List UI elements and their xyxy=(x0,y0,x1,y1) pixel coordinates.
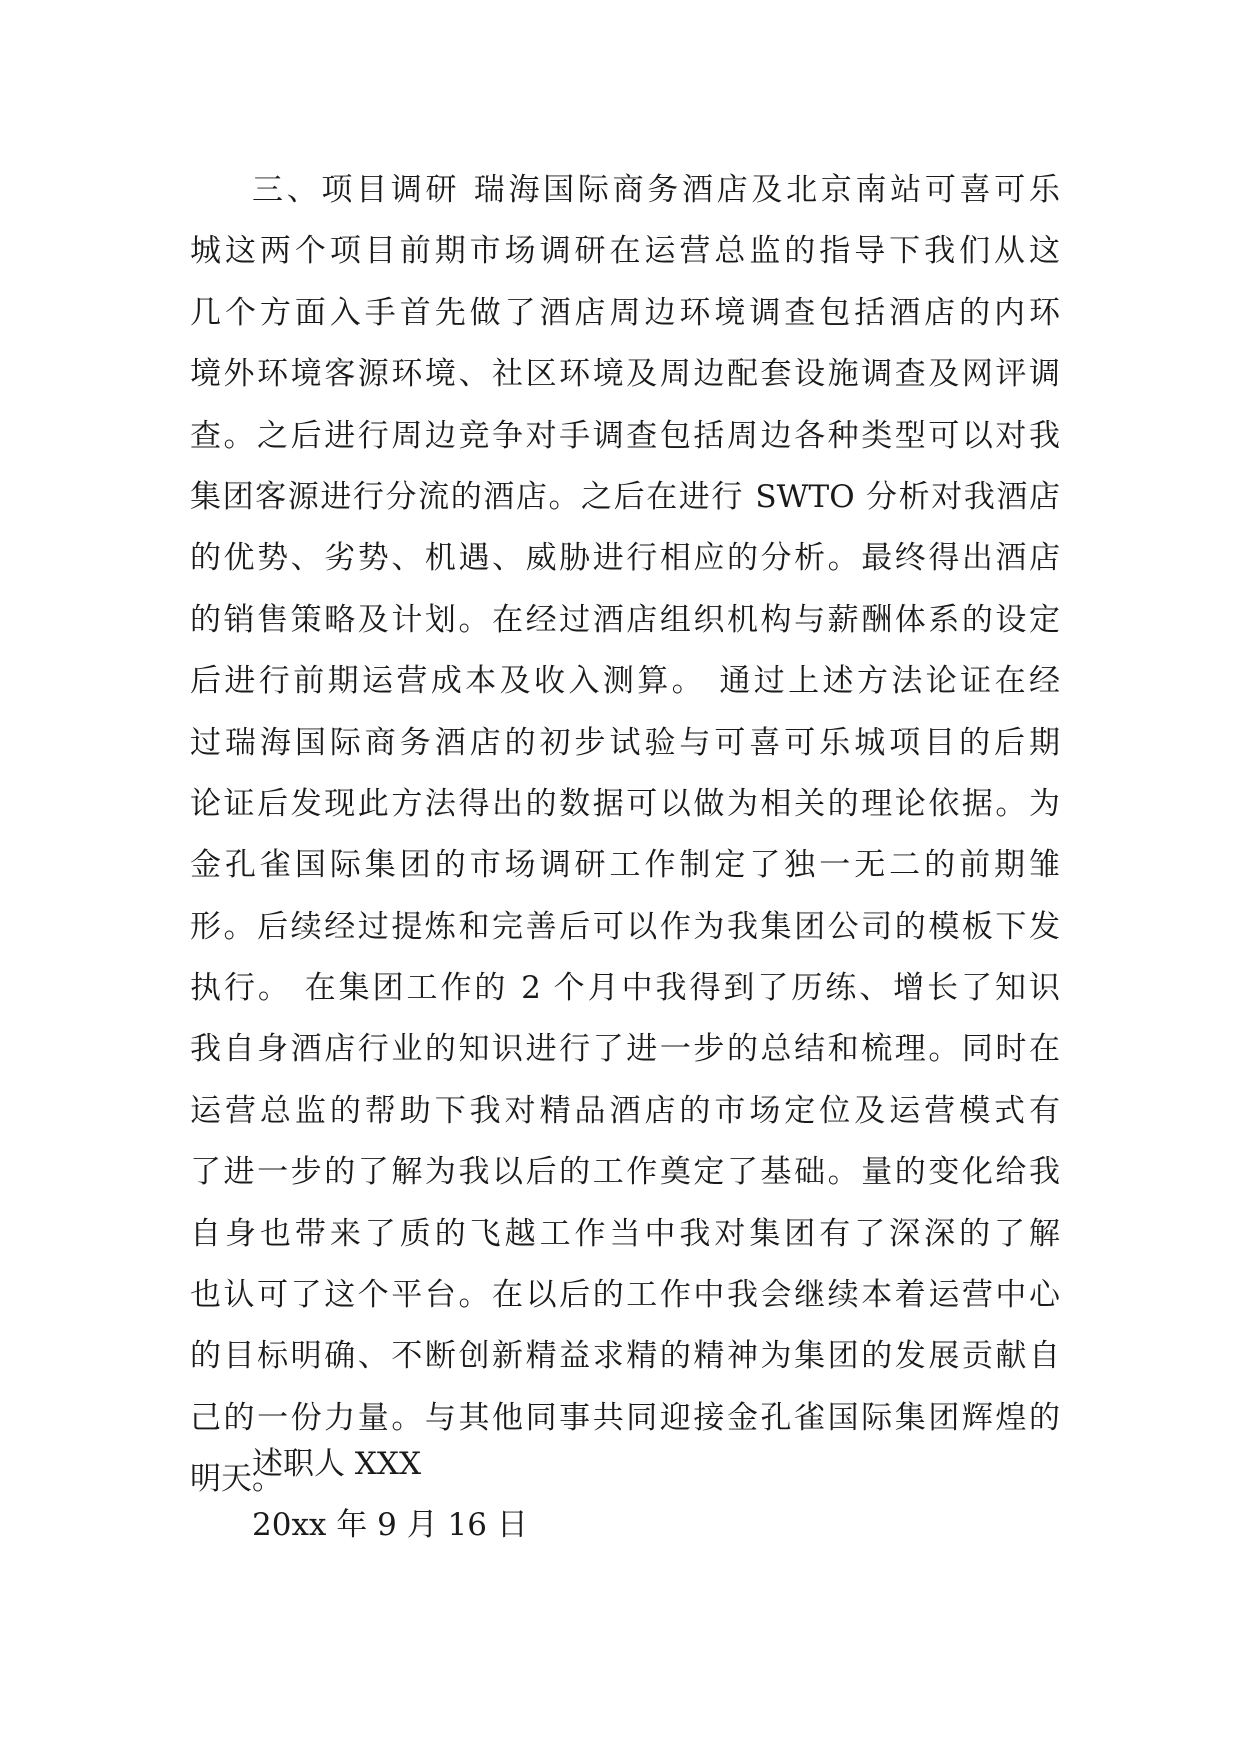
paragraph-line: 的优势、劣势、机遇、威胁进行相应的分析。最终得出酒店 xyxy=(190,540,1060,577)
body-paragraph xyxy=(190,160,1060,1511)
paragraph-line: 执行。 在集团工作的 2 个月中我得到了历练、增长了知识 xyxy=(190,970,1060,1007)
signature-name: 述职人 XXX xyxy=(252,1446,422,1482)
paragraph-line: 的目标明确、不断创新精益求精的精神为集团的发展贡献自 xyxy=(190,1338,1060,1375)
paragraph-line: 明天。 xyxy=(190,1461,283,1498)
paragraph-line: 集团客源进行分流的酒店。之后在进行 SWTO 分析对我酒店 xyxy=(190,478,1060,515)
paragraph-line: 几个方面入手首先做了酒店周边环境调查包括酒店的内环 xyxy=(190,294,1060,331)
paragraph-line: 过瑞海国际商务酒店的初步试验与可喜可乐城项目的后期 xyxy=(190,724,1060,761)
paragraph-line: 己的一份力量。与其他同事共同迎接金孔雀国际集团辉煌的 xyxy=(190,1399,1060,1436)
signature-date: 20xx 年 9 月 16 日 xyxy=(252,1507,528,1543)
paragraph-line: 形。后续经过提炼和完善后可以作为我集团公司的模板下发 xyxy=(190,908,1060,945)
paragraph-line: 自身也带来了质的飞越工作当中我对集团有了深深的了解 xyxy=(190,1215,1060,1252)
paragraph-line: 查。之后进行周边竞争对手调查包括周边各种类型可以对我 xyxy=(190,417,1060,454)
paragraph-line: 我自身酒店行业的知识进行了进一步的总结和梳理。同时在 xyxy=(190,1031,1060,1068)
paragraph-line: 城这两个项目前期市场调研在运营总监的指导下我们从这 xyxy=(190,233,1060,270)
paragraph-line: 境外环境客源环境、社区环境及周边配套设施调查及网评调 xyxy=(190,356,1060,393)
paragraph-line: 后进行前期运营成本及收入测算。 通过上述方法论证在经 xyxy=(190,663,1060,700)
paragraph-line: 金孔雀国际集团的市场调研工作制定了独一无二的前期雏 xyxy=(190,847,1060,884)
paragraph-line: 论证后发现此方法得出的数据可以做为相关的理论依据。为 xyxy=(190,785,1060,822)
paragraph-line: 了进一步的了解为我以后的工作奠定了基础。量的变化给我 xyxy=(190,1154,1060,1191)
paragraph-line: 也认可了这个平台。在以后的工作中我会继续本着运营中心 xyxy=(190,1277,1060,1314)
paragraph-line: 的销售策略及计划。在经过酒店组织机构与薪酬体系的设定 xyxy=(190,601,1060,638)
paragraph-line: 三、项目调研 瑞海国际商务酒店及北京南站可喜可乐 xyxy=(252,172,1060,208)
paragraph-line: 运营总监的帮助下我对精品酒店的市场定位及运营模式有 xyxy=(190,1092,1060,1129)
